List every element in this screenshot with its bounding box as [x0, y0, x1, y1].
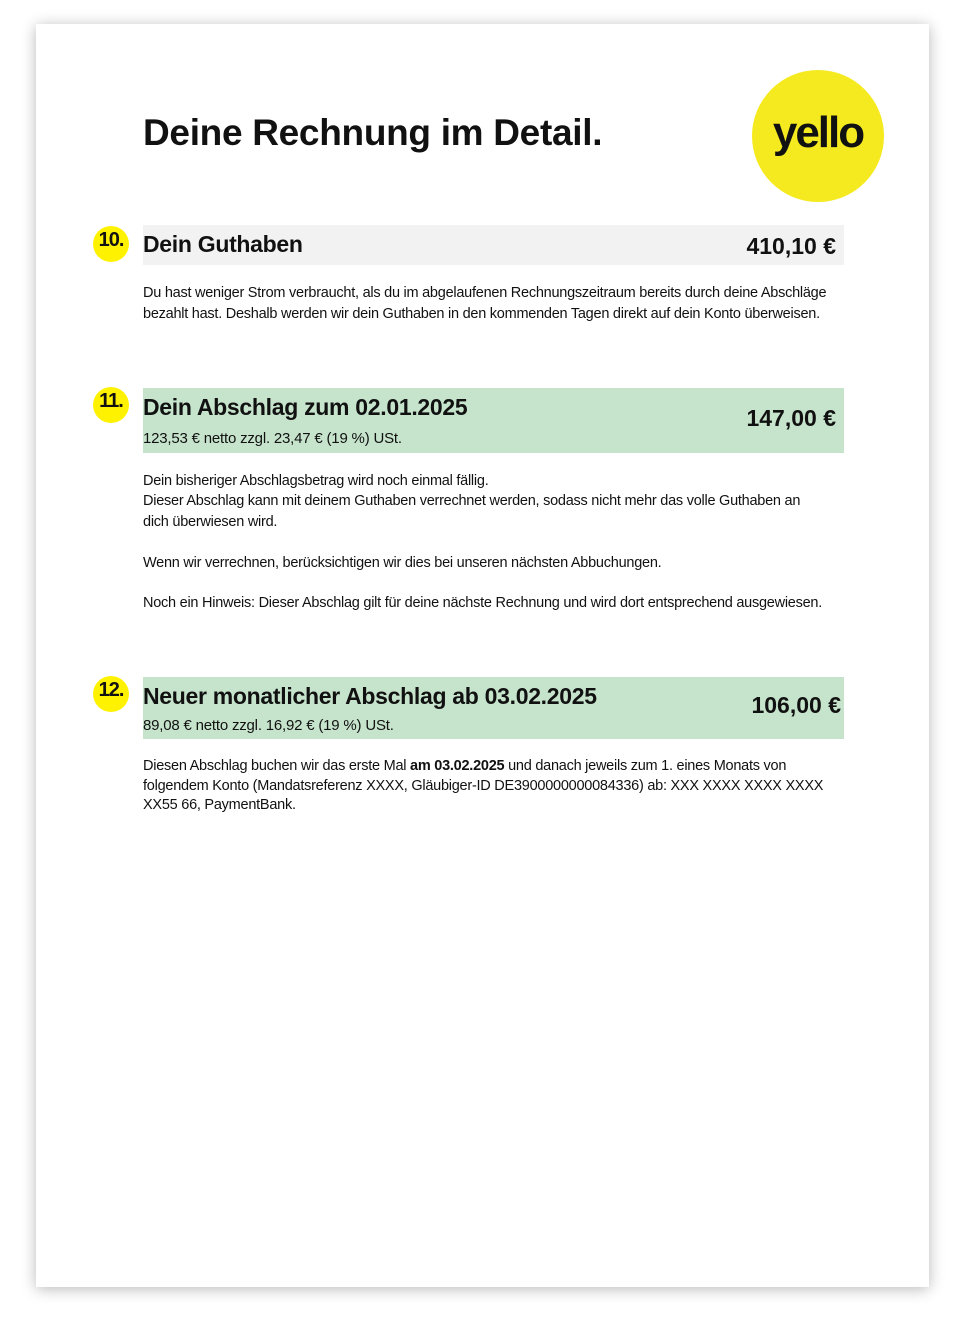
section-amount: 106,00 € [751, 692, 841, 718]
section-amount: 410,10 € [746, 233, 836, 259]
section-text: Du hast weniger Strom verbraucht, als du im abgelaufenen Rechnungszeitraum bereits durch deine Abschläge bezahlt hast. Deshalb werden wir dein Guthaben in den kommenden Tagen direkt auf dein Konto überweisen. [143, 285, 827, 322]
section-number-badge: 10. [93, 226, 129, 262]
section-text: Dein bisheriger Abschlagsbetrag wird noch einmal fällig. [143, 473, 489, 489]
yello-logo: yello [752, 70, 884, 202]
page-title: Deine Rechnung im Detail. [143, 112, 603, 153]
section-number-badge: 11. [93, 387, 129, 423]
section-heading: Dein Guthaben [143, 231, 303, 257]
bold-date: am 03.02.2025 [410, 758, 505, 774]
section-heading: Dein Abschlag zum 02.01.2025 [143, 394, 468, 420]
section-subline: 123,53 € netto zzgl. 23,47 € (19 %) USt. [143, 430, 402, 447]
section-number-badge: 12. [93, 676, 129, 712]
document-page [36, 24, 929, 1287]
section-amount: 147,00 € [746, 405, 836, 431]
section-text: Noch ein Hinweis: Dieser Abschlag gilt für deine nächste Rechnung und wird dort entsprechend ausgewiesen. [143, 595, 823, 611]
section-subline: 89,08 € netto zzgl. 16,92 € (19 %) USt. [143, 717, 394, 734]
section-header-neuer-abschlag [143, 677, 844, 739]
section-text: Wenn wir verrechnen, berücksichtigen wir dies bei unseren nächsten Abbuchungen. [143, 555, 662, 571]
section-heading: Neuer monatlicher Abschlag ab 03.02.2025 [143, 683, 597, 709]
section-text: Dieser Abschlag kann mit deinem Guthaben verrechnet werden, sodass nicht mehr das volle Guthaben an dich überwiesen wird. [143, 493, 801, 530]
section-text: Diesen Abschlag buchen wir das erste Mal am 03.02.2025 und danach jeweils zum 1. eines Monats von folgendem Konto (Mandatsreferenz XXXX, Gläubiger-ID DE3900000000084336) ab: XXX XXXX XXXX XXXX XX55 66, PaymentBank. [143, 758, 824, 813]
section-header-abschlag [143, 388, 844, 453]
section-header-guthaben [143, 225, 844, 265]
